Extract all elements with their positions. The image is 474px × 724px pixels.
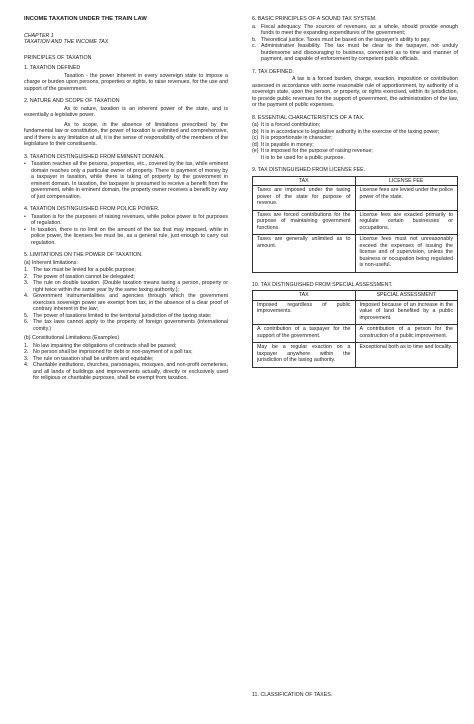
section-8-list bbox=[252, 122, 458, 161]
bullet-item: • In taxation, there is no limit on the amount of the tax that may imposed, while in police power, the licenses fee must be, as a general rule, just enough to carry out regulation. bbox=[24, 227, 228, 247]
column-header: TAX bbox=[253, 176, 356, 186]
principles-heading: PRINCIPLES OF TAXATION bbox=[24, 54, 92, 61]
section-3-heading: 3. TAXATION DISTINGUISHED FROM EMINENT DOMAIN. bbox=[24, 153, 165, 160]
column-header: SPECIAL ASSESSMENT bbox=[355, 291, 458, 301]
list-item: (e) It is imposed for the purpose of raising revenue; bbox=[252, 148, 373, 154]
tax-vs-special-assessment-table bbox=[252, 290, 458, 368]
table-row bbox=[253, 235, 458, 273]
section-4-list bbox=[24, 214, 228, 247]
constitutional-limitations-heading: (b) Constitutional Limitations (Examples) bbox=[24, 335, 120, 341]
bullet-item: • Taxation is for the purposes of raising revenues, while police power is for purposes of regulation. bbox=[24, 214, 228, 227]
left-column bbox=[24, 16, 228, 382]
section-5-heading: 5. LIMITATIONS ON THE POWER OF TAXATION. bbox=[24, 252, 143, 258]
inherent-limitations-list bbox=[24, 267, 228, 332]
section-9-heading: 9. TAX DISTINGUISHED FROM LICENSE FEE. bbox=[252, 167, 366, 173]
bullet-item: • Taxation reaches all the persons, properties, etc., covered by the tax, while eminent domain reaches only a particular owner of property. There is payment of money by a taxpayer in taxation, while there is taking of property by the government in eminent domain. In taxation, the taxpayer is presumed to receive a benefit from the government, while in eminent domain, the property owner receives a benefit by way of just compensation. bbox=[24, 161, 228, 200]
section-2-heading: 2. NATURE AND SCOPE OF TAXATION bbox=[24, 98, 120, 104]
list-item: 3. The rule on taxation shall be uniform and equitable; bbox=[24, 355, 154, 362]
list-item: 1. The tax must be levied for a public purpose; bbox=[24, 267, 136, 273]
table-cell: Taxes are imposed under the taxing power of the state for purpose of revenue. bbox=[253, 186, 356, 211]
list-item: a. Fiscal adequacy. The sources of revenues, as a whole, should provide enough funds to meet the expanding expenditures of the government; bbox=[252, 23, 458, 36]
table-row bbox=[253, 343, 458, 368]
table-cell: A contribution of a taxpayer for the support of the government. bbox=[253, 325, 356, 343]
table-row bbox=[253, 300, 458, 325]
chapter-label: CHAPTER 1 bbox=[24, 32, 54, 39]
section-2-paragraph: As to nature, taxation is an inherent power of the state, and is essentially a legislative power. bbox=[24, 105, 228, 118]
table-cell: License fees are levied under the police power of the state. bbox=[355, 186, 458, 211]
section-1-heading: 1. TAXATION DEFINED bbox=[24, 65, 81, 71]
section-11-heading: 11. CLASSIFICATION OF TAXES. bbox=[252, 692, 333, 698]
table-cell: A contribution of a person for the construction of a public improvement. bbox=[355, 325, 458, 343]
section-7-heading: 7. TAX DEFINED. bbox=[252, 68, 294, 75]
table-header-row bbox=[253, 291, 458, 301]
list-item: 1. No law impairing the obligations of contracts shall be passed; bbox=[24, 342, 177, 349]
table-cell: License fees are exacted primarily to regulate certain businesses or occupations. bbox=[355, 210, 458, 235]
section-3-list bbox=[24, 161, 228, 200]
table-cell: May be a regular exaction on a taxpayer anywhere within the jurisdiction of the taxing authority. bbox=[253, 343, 356, 368]
list-item: (d) It is payable in money; bbox=[252, 141, 314, 148]
list-item: c. Administrative feasibility. The tax must be clear to the taxpayer, not unduly burdensome and discouraging to business, convenient as to time and manner of payment, and capable of enforcement by competent public officials. bbox=[252, 43, 458, 62]
section-8-heading: 8. ESSENTIAL CHARACTERISTICS OF A TAX. bbox=[252, 114, 365, 121]
list-item: (b) It is in accordance to legislative authority in the exercise of the taxing power; bbox=[252, 128, 440, 135]
table-cell: Imposed because of an increase in the value of land benefited by a public improvement. bbox=[355, 300, 458, 325]
column-header: TAX bbox=[253, 291, 356, 301]
list-item: 2. The power of taxation cannot be delegated; bbox=[24, 273, 135, 280]
right-column bbox=[252, 16, 458, 368]
list-item: 6. The tax laws cannot apply to the property of foreign governments (international comity.) bbox=[24, 319, 228, 332]
list-item: 4. Government instrumentalities and agencies through which the government exercises sovereign power are exempt from tax, in the absence of a clear proof of contrary inherent in the law; bbox=[24, 293, 228, 312]
tax-vs-license-fee-table bbox=[252, 176, 458, 273]
list-item: 4. Charitable institutions, churches, parsonages, mosques, and non-profit cemeteries, and all lands of buildings and improvements actually, directly or exclusively used for religious or charitable purposes, shall be exempt from taxation. bbox=[24, 362, 228, 381]
list-item: 2. No person shall be imprisoned for debt or non-payment of a poll tax; bbox=[24, 349, 193, 355]
table-row bbox=[253, 325, 458, 343]
list-item: 5. The power of taxations limited to the territorial jurisdiction of the taxing state; bbox=[24, 312, 212, 319]
constitutional-limitations-list bbox=[24, 343, 228, 382]
table-row bbox=[253, 210, 458, 235]
table-cell: Taxes are forced contributions for the purpose of maintaining government functions. bbox=[253, 210, 356, 235]
section-4-heading: 4. TAXATION DISTINGUISHED FROM POLICE POWER. bbox=[24, 206, 160, 212]
document-title: INCOME TAXATION UNDER THE TRAIN LAW bbox=[24, 16, 147, 22]
list-item: It is to be used for a public purpose. bbox=[261, 154, 345, 161]
table-cell: License fees must not unreasonably exceed the expenses of issuing the license and of supervision, unless the business or occupation being regulated is non-useful. bbox=[355, 235, 458, 273]
list-item: (a) It is a forced contribution; bbox=[252, 122, 321, 128]
section-6-heading: 6. BASIC PRINCIPLES OF A SOUND TAX SYSTEM. bbox=[252, 16, 377, 22]
section-6-list bbox=[252, 24, 458, 63]
section-1-text: Taxation - the power inherent in every sovereign state to impose a charge or burden upon persons, properties or rights, to raise revenues, for the use and support of the government. bbox=[24, 72, 228, 92]
section-2-paragraph: As to scope, in the absence of limitations prescribed by the fundamental law or constitution, the power of taxation is unlimited and comprehensive, and if there is any limitation at all, it is the sense of responsibility of the members of the legislature to their constituents. bbox=[24, 121, 228, 147]
table-header-row bbox=[253, 176, 458, 186]
list-item: b. Theoretical justice. Taxes must be based on the taxpayer's ability to pay; bbox=[252, 36, 431, 43]
list-item: (c) It is proportionate in character; bbox=[252, 135, 333, 141]
section-10-heading: 10. TAX DISTINGUISHED FROM SPECIAL ASSESSMENT. bbox=[252, 281, 393, 288]
table-cell: Imposed regardless of public improvements. bbox=[253, 300, 356, 325]
list-item: 3. The rule on double taxation. (Double taxation means taxing a person, property or right twice within the same year by the same taxing authority.); bbox=[24, 280, 228, 293]
inherent-limitations-heading: (a) Inherent limitations: bbox=[24, 259, 78, 266]
section-7-text: A tax is a forced burden, charge, exaction, imposition or contribution assessed in accordance with some reasonable rule of apportionment, by authority of a sovereign state, upon the person, or property, or rights exercised, within its jurisdiction, to provide public revenues for the support of government, the administration of the law, or the payment of public expenses. bbox=[252, 76, 458, 108]
table-cell: Exceptional both as to time and locality. bbox=[355, 343, 458, 368]
table-cell: Taxes are generally unlimited as to amount. bbox=[253, 235, 356, 273]
table-row bbox=[253, 186, 458, 211]
chapter-title: TAXATION AND THE INCOME TAX bbox=[24, 39, 109, 45]
column-header: LICENSE FEE bbox=[355, 176, 458, 186]
